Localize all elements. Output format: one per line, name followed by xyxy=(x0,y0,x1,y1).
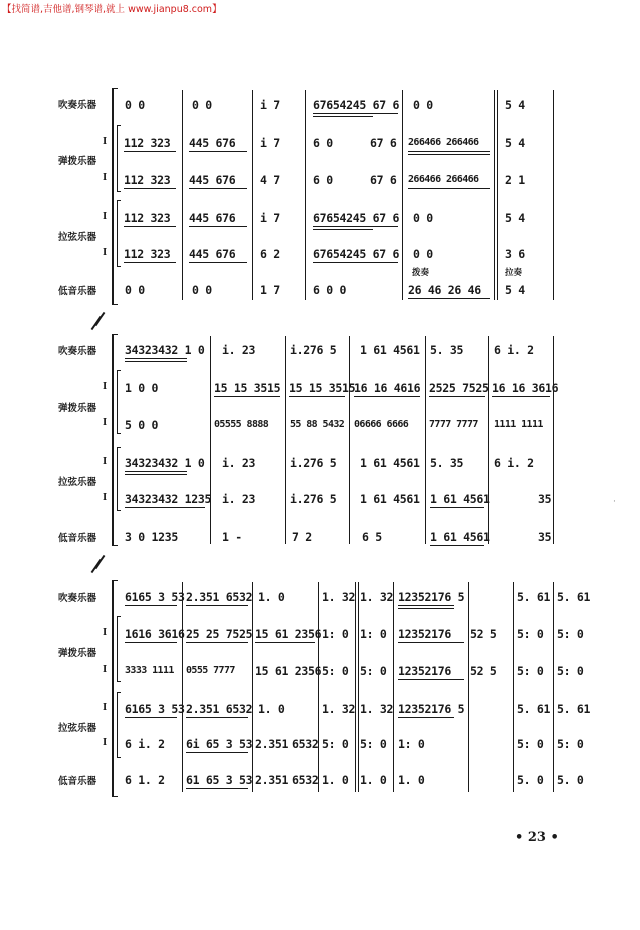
beam-line xyxy=(214,396,280,397)
beam-line xyxy=(354,396,420,397)
measure: 06666 6666 xyxy=(354,419,409,430)
barline xyxy=(402,90,403,300)
beam-line xyxy=(430,507,484,508)
measure: 1. 0 xyxy=(360,773,387,787)
site-banner: 【找简谱,吉他谱,钢琴谱,就上 www.jianpu8.com】 xyxy=(2,4,222,15)
beam-line xyxy=(289,396,345,397)
measure: 5: 0 xyxy=(517,664,544,678)
beam-line xyxy=(125,361,187,362)
measure: 6i 65 3 53 xyxy=(186,737,253,751)
part-number: I xyxy=(103,137,108,147)
instrument-label: 低音乐器 xyxy=(58,776,97,787)
beam-line xyxy=(124,226,176,227)
beam-line xyxy=(408,154,490,155)
beam-line xyxy=(398,679,464,680)
beam-line xyxy=(124,188,176,189)
beam-line xyxy=(124,262,176,263)
measure: 1 61 4561 xyxy=(360,492,420,506)
measure: 67654245 67 6 xyxy=(313,98,400,112)
measure: 1: 0 xyxy=(360,627,387,641)
pizzicato-annotation: 拨奏 xyxy=(412,268,430,278)
barline xyxy=(210,336,211,544)
beam-line xyxy=(313,226,398,227)
measure: 5 4 xyxy=(505,98,525,112)
bowed-brace xyxy=(117,692,121,758)
measure: 112 323 xyxy=(124,136,171,150)
measure: 12352176 5 xyxy=(398,590,465,604)
beam-line xyxy=(125,507,205,508)
measure: 5 4 xyxy=(505,136,525,150)
instrument-label: 吹奏乐器 xyxy=(58,346,97,357)
beam-line xyxy=(255,642,315,643)
measure: 35 xyxy=(538,530,552,544)
beam-line xyxy=(186,717,248,718)
beam-line xyxy=(430,545,484,546)
bowed-brace xyxy=(117,447,121,511)
instrument-label: 吹奏乐器 xyxy=(58,100,97,111)
measure: 15 61 2356 xyxy=(255,627,322,641)
measure: 1. 32 xyxy=(360,590,394,604)
measure: 52 5 xyxy=(470,627,497,641)
measure: 445 676 xyxy=(189,136,236,150)
measure: i 7 xyxy=(260,136,280,150)
instrument-label: 拉弦乐器 xyxy=(58,232,97,243)
measure: 5: 0 xyxy=(557,737,584,751)
measure: 4 7 xyxy=(260,173,280,187)
arco-annotation: 拉奏 xyxy=(505,268,523,278)
system-brace xyxy=(112,580,118,797)
bowed-brace xyxy=(117,200,121,267)
beam-line xyxy=(186,605,248,606)
part-number: I xyxy=(103,628,108,638)
beam-line xyxy=(189,262,247,263)
measure: 67654245 67 6 xyxy=(313,211,400,225)
barline xyxy=(349,336,350,544)
measure: 5. 61 xyxy=(517,590,551,604)
measure: i. 23 xyxy=(222,456,256,470)
measure: 1. 0 xyxy=(258,590,285,604)
part-number: I xyxy=(103,382,108,392)
measure: 5. 61 xyxy=(557,590,591,604)
measure: 1 61 4561 xyxy=(360,456,420,470)
plucked-brace xyxy=(117,616,121,682)
measure: 67 6 xyxy=(370,136,397,150)
measure: 1. 0 xyxy=(398,773,425,787)
measure: 5. 35 xyxy=(430,343,464,357)
measure: 2525 7525 xyxy=(429,381,489,395)
measure: 1 - xyxy=(222,530,242,544)
beam-line xyxy=(125,471,187,472)
measure: 5. 35 xyxy=(430,456,464,470)
measure: 1 7 xyxy=(260,283,280,297)
beam-line xyxy=(492,396,550,397)
part-number: I xyxy=(103,703,108,713)
barline xyxy=(393,582,394,792)
measure: 34323432 1 0 xyxy=(125,456,205,470)
barline xyxy=(513,582,514,792)
beam-line xyxy=(398,608,454,609)
measure: 7777 7777 xyxy=(429,419,478,430)
beam-line xyxy=(189,151,247,152)
barline xyxy=(252,90,253,300)
part-number: I xyxy=(103,457,108,467)
measure: 3 0 1235 xyxy=(125,530,178,544)
beam-line xyxy=(186,752,248,753)
beam-line xyxy=(125,717,177,718)
barline xyxy=(182,582,183,792)
measure: i 7 xyxy=(260,98,280,112)
beam-line xyxy=(408,298,490,299)
barline xyxy=(468,582,469,792)
instrument-label: 低音乐器 xyxy=(58,533,97,544)
instrument-label: 弹拨乐器 xyxy=(58,403,97,414)
part-number: I xyxy=(103,738,108,748)
measure: 0 0 xyxy=(125,98,145,112)
part-number: I xyxy=(103,248,108,258)
beam-line xyxy=(125,642,177,643)
barline xyxy=(553,90,554,300)
plucked-brace xyxy=(117,370,121,434)
measure: 6 2 xyxy=(260,247,280,261)
measure: 6165 3 53 xyxy=(125,590,185,604)
barline xyxy=(553,336,554,544)
measure: 6 0 xyxy=(313,173,333,187)
measure: 1: 0 xyxy=(398,737,425,751)
measure: 5: 0 xyxy=(322,664,349,678)
part-number: I xyxy=(103,665,108,675)
measure: 5 0 0 xyxy=(125,418,159,432)
measure: 35 xyxy=(538,492,552,506)
measure: 0 0 xyxy=(413,98,433,112)
measure: 112 323 xyxy=(124,211,171,225)
beam-line xyxy=(408,188,490,189)
measure: 15 15 3515 xyxy=(214,381,281,395)
measure: 1111 1111 xyxy=(494,419,543,430)
measure: 1 61 4561 xyxy=(430,492,490,506)
measure: 0 0 xyxy=(413,247,433,261)
measure: 3 6 xyxy=(505,247,525,261)
measure: 12352176 xyxy=(398,627,451,641)
measure: 6 5 xyxy=(362,530,382,544)
measure: 7 2 xyxy=(292,530,312,544)
measure: 1616 3616 xyxy=(125,627,185,641)
measure: 2.351 6532 xyxy=(186,590,253,604)
measure: 3333 1111 xyxy=(125,665,174,676)
margin-dot: · xyxy=(613,497,616,507)
measure: i. 23 xyxy=(222,343,256,357)
measure: 15 61 2356 xyxy=(255,664,322,678)
measure: 1: 0 xyxy=(322,627,349,641)
measure: 05555 8888 xyxy=(214,419,269,430)
measure: 1. 0 xyxy=(258,702,285,716)
beam-line xyxy=(186,642,248,643)
part-number: I xyxy=(103,418,108,428)
measure: 6 1. 2 xyxy=(125,773,165,787)
measure: 34323432 1235 xyxy=(125,492,212,506)
instrument-label: 弹拨乐器 xyxy=(58,156,97,167)
beam-line xyxy=(398,605,454,606)
beam-line xyxy=(398,717,454,718)
measure: 52 5 xyxy=(470,664,497,678)
measure: 16 16 4616 xyxy=(354,381,421,395)
system-brace xyxy=(112,334,118,546)
barline xyxy=(318,582,319,792)
measure: 1. 32 xyxy=(322,590,356,604)
measure: 2 1 xyxy=(505,173,525,187)
measure: 2.351 6532 xyxy=(186,702,253,716)
measure: 1 61 4561 xyxy=(360,343,420,357)
measure: 1 61 4561 xyxy=(430,530,490,544)
beam-line xyxy=(313,229,373,230)
measure: 5. 61 xyxy=(517,702,551,716)
measure: 1 0 0 xyxy=(125,381,159,395)
measure: 445 676 xyxy=(189,247,236,261)
measure: 1. 32 xyxy=(322,702,356,716)
measure: 6 i. 2 xyxy=(125,737,165,751)
measure: 0 0 xyxy=(192,98,212,112)
measure: 6 i. 2 xyxy=(494,343,534,357)
barline xyxy=(285,336,286,544)
measure: 5. 0 xyxy=(557,773,584,787)
instrument-label: 拉弦乐器 xyxy=(58,477,97,488)
measure: 5. 61 xyxy=(557,702,591,716)
beam-line xyxy=(189,188,247,189)
beam-line xyxy=(124,151,176,152)
beam-line xyxy=(189,226,247,227)
measure: 5: 0 xyxy=(517,737,544,751)
beam-line xyxy=(125,605,177,606)
system-brace xyxy=(112,88,118,305)
barline xyxy=(252,582,253,792)
measure: i.276 5 xyxy=(290,343,337,357)
measure: i.276 5 xyxy=(290,492,337,506)
measure: 67 6 xyxy=(370,173,397,187)
barline xyxy=(182,90,183,300)
measure: 1. 0 xyxy=(322,773,349,787)
measure: 6532 xyxy=(292,773,319,787)
double-barline xyxy=(355,582,356,792)
plucked-brace xyxy=(117,125,121,192)
measure: 0555 7777 xyxy=(186,665,235,676)
beam-line xyxy=(125,474,187,475)
measure: 61 65 3 53 xyxy=(186,773,253,787)
instrument-label: 吹奏乐器 xyxy=(58,593,97,604)
measure: 25 25 7525 xyxy=(186,627,253,641)
measure: 5: 0 xyxy=(557,664,584,678)
beam-line xyxy=(313,116,373,117)
measure: 12352176 5 xyxy=(398,702,465,716)
measure: 0 0 xyxy=(125,283,145,297)
measure: 5: 0 xyxy=(322,737,349,751)
measure: 26 46 26 46 xyxy=(408,283,481,297)
measure: 55 88 5432 xyxy=(290,419,345,430)
measure: 445 676 xyxy=(189,173,236,187)
measure: i 7 xyxy=(260,211,280,225)
beam-line xyxy=(408,151,490,152)
measure: 6 0 0 xyxy=(313,283,347,297)
beam-line xyxy=(313,113,398,114)
measure: 2.351 xyxy=(255,737,289,751)
barline xyxy=(305,90,306,300)
measure: 16 16 3616 xyxy=(492,381,559,395)
instrument-label: 低音乐器 xyxy=(58,286,97,297)
measure: 112 323 xyxy=(124,247,171,261)
measure: i. 23 xyxy=(222,492,256,506)
measure: 1. 32 xyxy=(360,702,394,716)
measure: 5 4 xyxy=(505,283,525,297)
part-number: I xyxy=(103,493,108,503)
beam-line xyxy=(313,262,398,263)
measure: 12352176 xyxy=(398,664,451,678)
measure: 5: 0 xyxy=(360,664,387,678)
measure: 5: 0 xyxy=(517,627,544,641)
beam-line xyxy=(186,788,248,789)
barline xyxy=(553,582,554,792)
measure: 445 676 xyxy=(189,211,236,225)
measure: 67654245 67 6 xyxy=(313,247,400,261)
measure: 5 4 xyxy=(505,211,525,225)
part-number: I xyxy=(103,212,108,222)
barline xyxy=(425,336,426,544)
part-number: I xyxy=(103,173,108,183)
measure: 0 0 xyxy=(413,211,433,225)
beam-line xyxy=(398,642,464,643)
measure: i.276 5 xyxy=(290,456,337,470)
measure: 6165 3 53 xyxy=(125,702,185,716)
measure: 6532 xyxy=(292,737,319,751)
beam-line xyxy=(429,396,485,397)
measure: 5. 0 xyxy=(517,773,544,787)
measure: 5: 0 xyxy=(360,737,387,751)
measure: 266466 266466 xyxy=(408,137,479,148)
measure: 15 15 3515 xyxy=(289,381,356,395)
measure: 2.351 xyxy=(255,773,289,787)
beam-line xyxy=(125,358,187,359)
measure: 34323432 1 0 xyxy=(125,343,205,357)
measure: 266466 266466 xyxy=(408,174,479,185)
double-barline xyxy=(494,90,495,300)
measure: 112 323 xyxy=(124,173,171,187)
instrument-label: 拉弦乐器 xyxy=(58,723,97,734)
instrument-label: 弹拨乐器 xyxy=(58,648,97,659)
barline xyxy=(488,336,489,544)
page-number: • 23 • xyxy=(515,830,559,845)
measure: 6 0 xyxy=(313,136,333,150)
measure: 5: 0 xyxy=(557,627,584,641)
measure: 0 0 xyxy=(192,283,212,297)
measure: 6 i. 2 xyxy=(494,456,534,470)
